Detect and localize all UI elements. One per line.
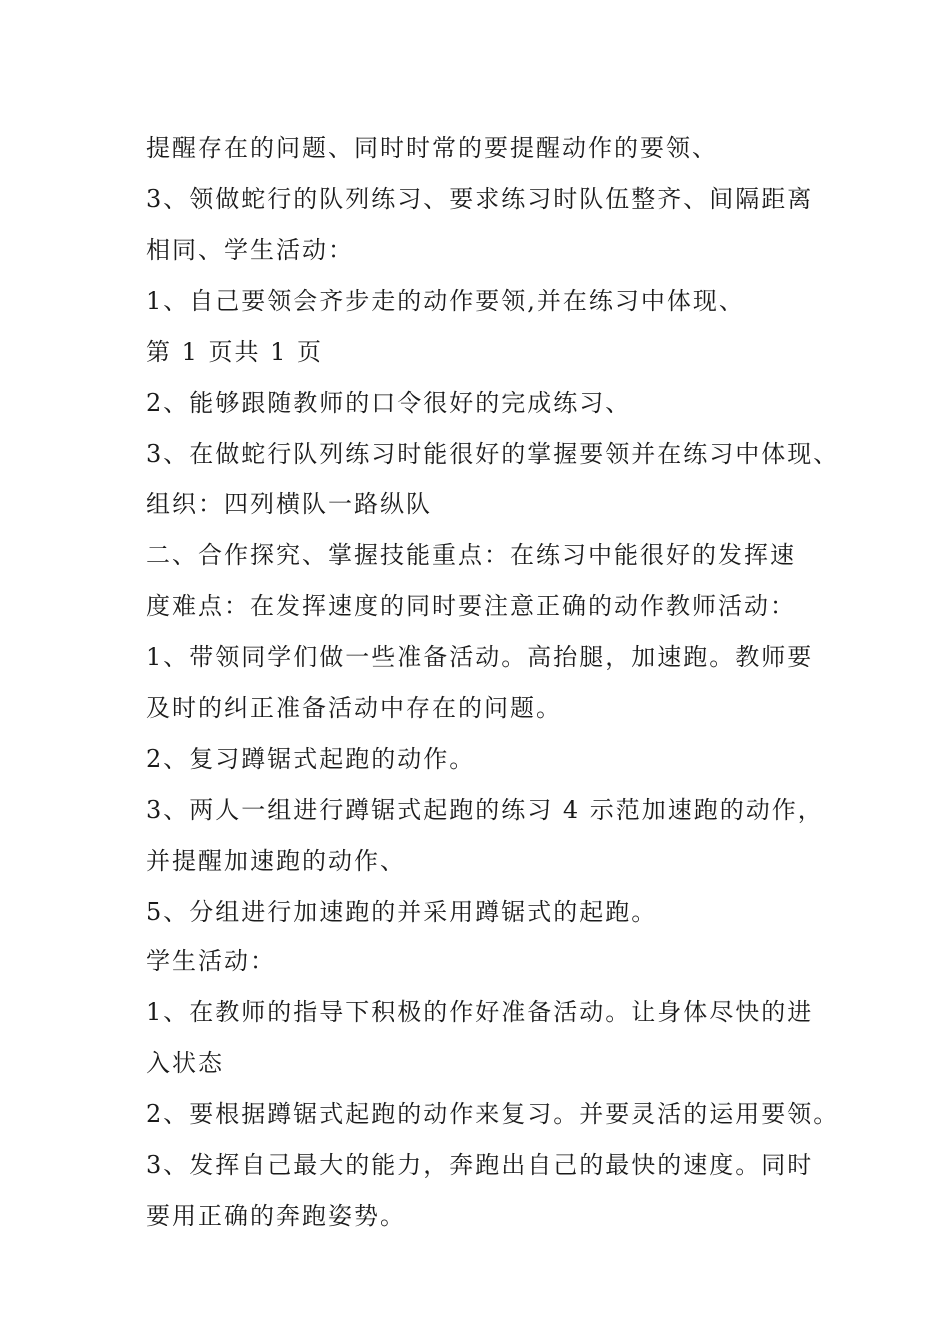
text-line: 相同、学生活动： [146, 236, 354, 264]
text-line: 1、自己要领会齐步走的动作要领,并在练习中体现、 [146, 287, 745, 315]
text-line: 提醒存在的问题、同时时常的要提醒动作的要领、 [146, 134, 718, 162]
page-number-line: 第 1 页共 1 页 [146, 338, 324, 366]
text-line: 入状态 [146, 1049, 224, 1077]
text-line: 5、分组进行加速跑的并采用蹲锯式的起跑。 [146, 898, 658, 926]
text-line: 3、发挥自己最大的能力，奔跑出自己的最快的速度。同时 [146, 1151, 814, 1179]
section-heading: 学生活动： [146, 947, 276, 975]
text-line: 2、要根据蹲锯式起跑的动作来复习。并要灵活的运用要领。 [146, 1100, 840, 1128]
text-line: 1、在教师的指导下积极的作好准备活动。让身体尽快的进 [146, 998, 814, 1026]
text-line: 2、复习蹲锯式起跑的动作。 [146, 745, 476, 773]
text-line: 组织：四列横队一路纵队 [146, 490, 432, 518]
text-line: 2、能够跟随教师的口令很好的完成练习、 [146, 389, 632, 417]
text-line: 二、合作探究、掌握技能重点：在练习中能很好的发挥速 [146, 541, 796, 569]
text-line: 度难点：在发挥速度的同时要注意正确的动作教师活动： [146, 592, 796, 620]
text-line: 3、领做蛇行的队列练习、要求练习时队伍整齐、间隔距离 [146, 185, 814, 213]
text-line: 并提醒加速跑的动作、 [146, 847, 406, 875]
text-line: 3、两人一组进行蹲锯式起跑的练习 4 示范加速跑的动作， [146, 796, 824, 824]
text-line: 要用正确的奔跑姿势。 [146, 1202, 406, 1230]
text-line: 1、带领同学们做一些准备活动。高抬腿，加速跑。教师要 [146, 643, 814, 671]
text-line: 及时的纠正准备活动中存在的问题。 [146, 694, 562, 722]
text-line: 3、在做蛇行队列练习时能很好的掌握要领并在练习中体现、 [146, 440, 840, 468]
